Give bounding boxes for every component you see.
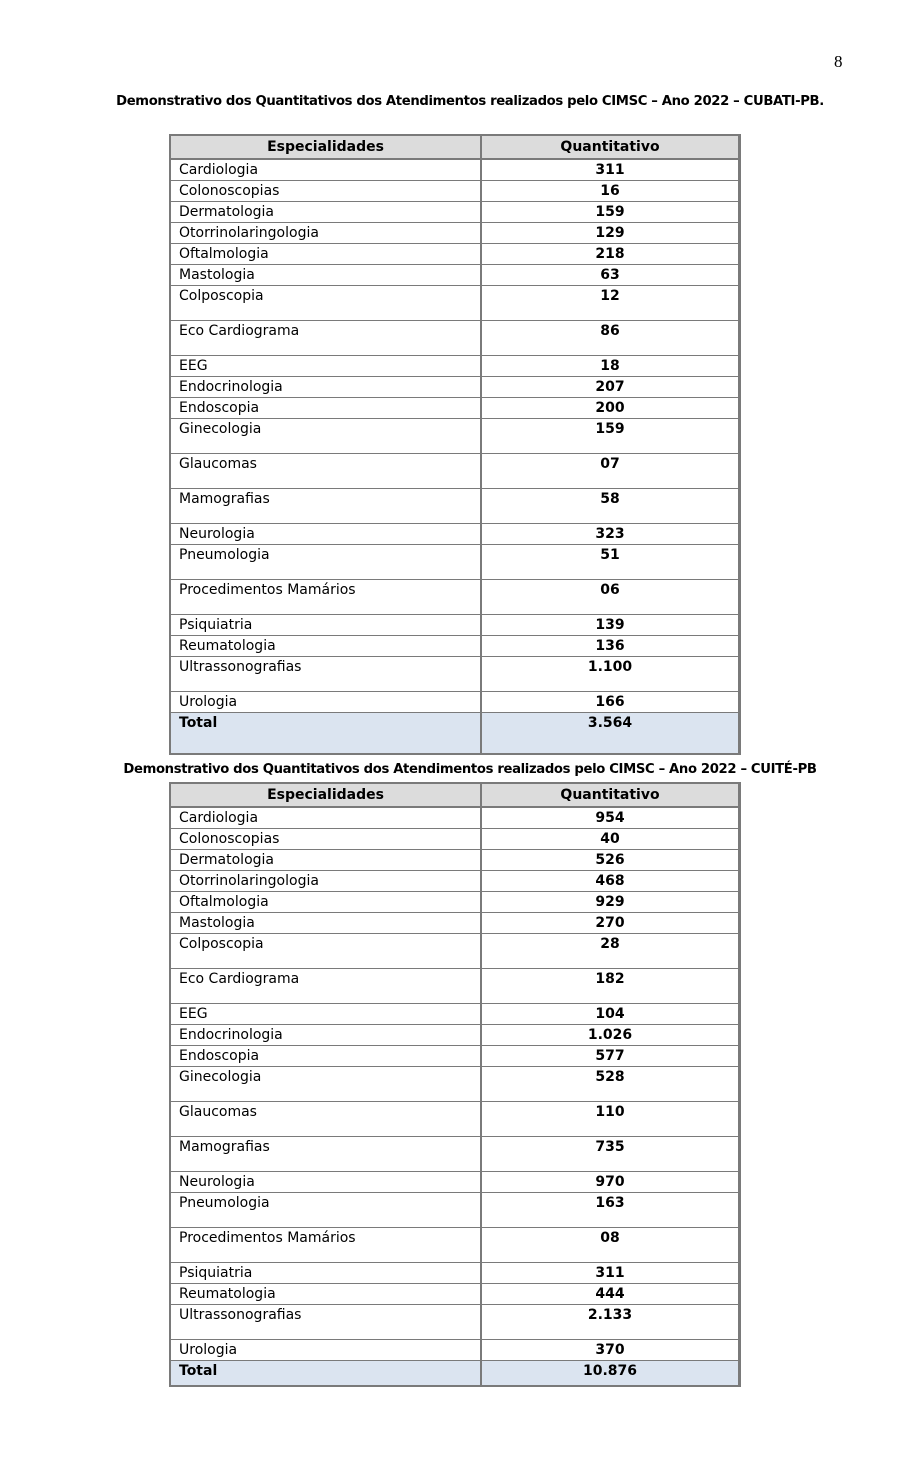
specialty-cell: Colposcopia [171,286,482,321]
specialty-cell: Endocrinologia [171,1025,482,1046]
specialty-cell: Neurologia [171,1172,482,1193]
specialty-cell: Oftalmologia [171,892,482,913]
total-row [171,713,740,754]
table-row [171,545,740,580]
table-row [171,1284,740,1305]
specialty-cell: Dermatologia [171,850,482,871]
table-row [171,808,740,829]
quantity-cell: 270 [482,913,740,934]
table-row [171,454,740,489]
specialty-cell: Colposcopia [171,934,482,969]
table-row [171,1004,740,1025]
quantity-cell: 200 [482,398,740,419]
table-row [171,160,740,181]
specialty-cell: Otorrinolaringologia [171,871,482,892]
quantity-cell: 182 [482,969,740,1004]
total-label: Total [171,1361,482,1386]
table-row [171,1046,740,1067]
quantity-cell: 218 [482,244,740,265]
quantity-cell: 51 [482,545,740,580]
total-row [171,1361,740,1386]
table-caption-cubati: Demonstrativo dos Quantitativos dos Atendimentos realizados pelo CIMSC – Ano 2022 – CUBATI-PB. [116,94,824,109]
table-row [171,1263,740,1284]
quantity-cell: 166 [482,692,740,713]
table-row [171,892,740,913]
table-row [171,969,740,1004]
specialty-cell: Glaucomas [171,454,482,489]
quantity-cell: 954 [482,808,740,829]
quantity-cell: 129 [482,223,740,244]
specialty-cell: Mastologia [171,913,482,934]
total-value: 3.564 [482,713,740,754]
specialty-cell: Ultrassonografias [171,1305,482,1340]
specialty-cell: Reumatologia [171,636,482,657]
column-header-quantitativo: Quantitativo [482,784,740,808]
quantity-cell: 159 [482,202,740,223]
table-row [171,913,740,934]
table-row [171,1067,740,1102]
specialty-cell: Mamografias [171,489,482,524]
specialty-cell: Psiquiatria [171,615,482,636]
table-row [171,489,740,524]
quantity-cell: 528 [482,1067,740,1102]
quantity-cell: 63 [482,265,740,286]
specialty-cell: Endocrinologia [171,377,482,398]
quantity-cell: 370 [482,1340,740,1361]
table-row [171,1172,740,1193]
table-row [171,244,740,265]
specialty-cell: Reumatologia [171,1284,482,1305]
specialty-cell: Ginecologia [171,1067,482,1102]
quantity-cell: 159 [482,419,740,454]
quantity-cell: 929 [482,892,740,913]
table-row [171,1228,740,1263]
quantity-cell: 311 [482,160,740,181]
quantity-cell: 2.133 [482,1305,740,1340]
table-row [171,419,740,454]
specialty-cell: Neurologia [171,524,482,545]
quantity-cell: 58 [482,489,740,524]
quantity-cell: 735 [482,1137,740,1172]
specialty-cell: Colonoscopias [171,181,482,202]
specialty-cell: Procedimentos Mamários [171,1228,482,1263]
quantity-cell: 526 [482,850,740,871]
specialty-cell: EEG [171,356,482,377]
specialty-cell: Cardiologia [171,160,482,181]
table-row [171,934,740,969]
quantity-cell: 136 [482,636,740,657]
quantity-cell: 110 [482,1102,740,1137]
quantity-cell: 468 [482,871,740,892]
specialty-cell: Pneumologia [171,545,482,580]
table-row [171,829,740,850]
table-row [171,223,740,244]
quantity-cell: 18 [482,356,740,377]
table-row [171,871,740,892]
quantity-cell: 323 [482,524,740,545]
quantity-cell: 577 [482,1046,740,1067]
table-row [171,636,740,657]
specialty-cell: Ginecologia [171,419,482,454]
specialty-cell: Psiquiatria [171,1263,482,1284]
table-row [171,321,740,356]
quantity-cell: 139 [482,615,740,636]
quantity-cell: 12 [482,286,740,321]
table-row [171,286,740,321]
quantity-cell: 07 [482,454,740,489]
specialty-cell: Mastologia [171,265,482,286]
page-number: 8 [834,52,843,71]
table-header-row [171,784,740,808]
specialty-cell: Urologia [171,1340,482,1361]
table-row [171,1305,740,1340]
specialty-cell: Otorrinolaringologia [171,223,482,244]
specialty-cell: Urologia [171,692,482,713]
table-row [171,580,740,615]
quantity-cell: 28 [482,934,740,969]
quantity-cell: 311 [482,1263,740,1284]
specialty-cell: Procedimentos Mamários [171,580,482,615]
table-cuite [169,782,741,1387]
column-header-especialidades: Especialidades [171,784,482,808]
quantity-cell: 40 [482,829,740,850]
table-row [171,1193,740,1228]
table-row [171,1340,740,1361]
table-row [171,1137,740,1172]
quantity-cell: 970 [482,1172,740,1193]
table-row [171,356,740,377]
quantity-cell: 163 [482,1193,740,1228]
specialty-cell: Mamografias [171,1137,482,1172]
table-row [171,850,740,871]
specialty-cell: Cardiologia [171,808,482,829]
specialty-cell: Dermatologia [171,202,482,223]
table-row [171,398,740,419]
column-header-especialidades: Especialidades [171,136,482,160]
quantity-cell: 444 [482,1284,740,1305]
table-row [171,524,740,545]
specialty-cell: EEG [171,1004,482,1025]
table-row [171,202,740,223]
table-row [171,657,740,692]
specialty-cell: Pneumologia [171,1193,482,1228]
quantity-cell: 08 [482,1228,740,1263]
table-caption-cuite: Demonstrativo dos Quantitativos dos Atendimentos realizados pelo CIMSC – Ano 2022 – CUITÉ-PB [123,762,817,777]
quantity-cell: 16 [482,181,740,202]
table-header-row [171,136,740,160]
specialty-cell: Endoscopia [171,1046,482,1067]
table-row [171,181,740,202]
specialty-cell: Endoscopia [171,398,482,419]
quantity-cell: 06 [482,580,740,615]
table-row [171,1025,740,1046]
specialty-cell: Ultrassonografias [171,657,482,692]
total-label: Total [171,713,482,754]
column-header-quantitativo: Quantitativo [482,136,740,160]
specialty-cell: Eco Cardiograma [171,969,482,1004]
total-value: 10.876 [482,1361,740,1386]
specialty-cell: Oftalmologia [171,244,482,265]
quantity-cell: 207 [482,377,740,398]
specialty-cell: Eco Cardiograma [171,321,482,356]
table-row [171,615,740,636]
table-row [171,377,740,398]
quantity-cell: 1.026 [482,1025,740,1046]
table-cubati [169,134,741,755]
quantity-cell: 86 [482,321,740,356]
specialty-cell: Glaucomas [171,1102,482,1137]
quantity-cell: 104 [482,1004,740,1025]
table-row [171,1102,740,1137]
specialty-cell: Colonoscopias [171,829,482,850]
table-row [171,692,740,713]
table-row [171,265,740,286]
quantity-cell: 1.100 [482,657,740,692]
